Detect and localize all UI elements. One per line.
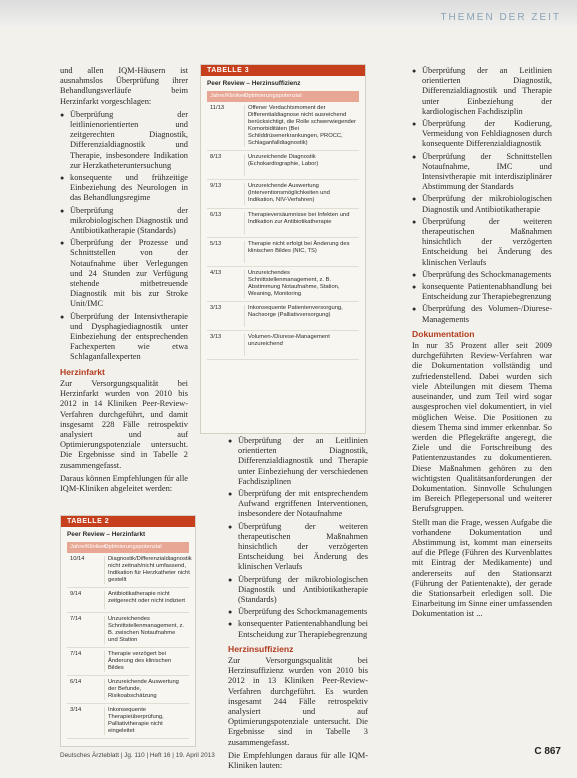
- table-row: [207, 102, 359, 151]
- list-item-text: Überprüfung des Volumen-/Diurese-Managements: [422, 304, 552, 324]
- table-cell: Offener Verdachtsmoment der Differentialdiagnose nicht ausreichend berücksichtigt, die Rolle schwerwiegender Komorbiditäten (Bei Schilddrüsenerkrankungen, PROCC, Schlaganfalldiagnostik): [244, 105, 356, 147]
- column-1: [60, 66, 188, 497]
- page-number: C 867: [534, 746, 561, 757]
- table-cell: Therapieversäumnisse bei Infekten und Indikation zur Antibiotikatherapie: [244, 212, 356, 234]
- list-item: [228, 619, 368, 639]
- table-row: [67, 704, 189, 739]
- bullet-icon: ●: [412, 283, 417, 292]
- table-row: [67, 553, 192, 588]
- table-cell: 11/13: [210, 105, 225, 111]
- table-cell: Unzureichende Auswertung (Interventionsmöglichkeiten und Indikation, NIV-Verfahren): [244, 183, 356, 205]
- table-row: [207, 302, 359, 331]
- list-item-text: Überprüfung des Schockmanagements: [238, 607, 368, 617]
- table-title: Peer Review – Herzinsuffizienz: [207, 80, 301, 87]
- table-cell: 4/13: [210, 270, 222, 276]
- bullet-icon: ●: [412, 195, 417, 204]
- list-item-text: Überprüfung der an Leitlinien orientierten Diagnostik, Differenzialdiagnostik und Therapie unter Einbeziehung der kardiologischen Fachdisziplin: [422, 66, 552, 116]
- table-cell: Therapie nicht erfolgt bei Änderung des klinischen Bildes (NIC, TS): [244, 241, 356, 263]
- list-item-text: Überprüfung der Schnittstellen Notaufnahme, IMC und Intensivtherapie mit interdisziplinärer Abstimmung der Standards: [422, 151, 552, 192]
- bullet-icon: ●: [60, 110, 65, 119]
- table-row: [67, 588, 189, 613]
- list-item: [60, 173, 188, 204]
- bullet-icon: ●: [228, 522, 233, 531]
- paragraph: Stellt man die Frage, wessen Aufgabe die vorhandene Dokumentation und Abstimmung ist, kommt man einerseits auf die Pflege (Führen des Kurvenblattes mit Eintrag der Medikamente) und andererseits auf den Stationsarzt (Führung der Patientenakte), der gerade die Stationsarbeit erledigen soll. Die Einarbeitung im Sinne einer umfassenden Dokumentation ist ...: [412, 517, 553, 619]
- column-3-bullet-list: [412, 66, 552, 325]
- column-header: Jahre/Kliniken: [210, 93, 247, 99]
- bullet-icon: ●: [228, 575, 233, 584]
- table-cell: 3/13: [210, 305, 222, 311]
- bullet-icon: ●: [60, 239, 65, 248]
- list-item-text: konsequente und frühzeitige Einbeziehung des Neurologen in das Behandlungsregime: [70, 173, 188, 203]
- list-item-text: Überprüfung der mikrobiologischen Diagnostik und Antibiotikatherapie: [422, 194, 552, 214]
- page-footer: Deutsches Ärzteblatt | Jg. 110 | Heft 16 | 19. April 2013: [60, 752, 215, 759]
- table-row: [67, 648, 189, 676]
- column-1-intro: und allen IQM-Häusern ist ausnahmslos Überprüfung ihrer Behandlungsverläufe beim Herzinfarkt vorgeschlagen:: [60, 66, 188, 106]
- list-item: [60, 110, 188, 171]
- list-item-text: Überprüfung der an Leitlinien orientierten Diagnostik, Differenzialdiagnostik und Therapie unter Einbeziehung der verschiedenen Fachdisziplinen: [238, 436, 368, 486]
- table-cell: Volumen-/Diurese-Management unzureichend: [244, 334, 356, 356]
- bullet-icon: ●: [228, 608, 233, 617]
- list-item-text: Überprüfung der weiteren therapeutischen Maßnahmen hinsichtlich der verzögerten Entscheidung bei Änderung des klinischen Verlaufs: [238, 521, 368, 572]
- bullet-icon: ●: [412, 270, 417, 279]
- table-label: TABELLE 3: [201, 65, 365, 76]
- list-item: [412, 270, 552, 280]
- list-item: [60, 206, 188, 237]
- section-heading-dokumentation: Dokumentation: [412, 328, 475, 339]
- column-header: Optimierungspotenzial: [104, 544, 162, 550]
- column-header: Optimierungspotenzial: [244, 93, 302, 99]
- table-row: [67, 676, 189, 704]
- list-item: [228, 522, 368, 573]
- table-cell: 10/14: [70, 556, 85, 562]
- section-heading-herzinsuffizienz: Herzinsuffizienz: [228, 643, 294, 654]
- list-item: [412, 152, 552, 193]
- table-row: [207, 151, 359, 180]
- table-cell: Unzureichende Diagnostik (Echokardiographie, Labor): [244, 154, 356, 176]
- list-item: [412, 66, 552, 117]
- list-item-text: konsequenter Patientenabhandlung bei Entscheidung zur Therapiebegrenzung: [238, 619, 368, 639]
- bullet-icon: ●: [412, 120, 417, 129]
- table-label: TABELLE 2: [61, 516, 195, 527]
- table-cell: Unzureichende Auswertung der Befunde, Risikoabschätzung: [104, 679, 186, 700]
- list-item-text: Überprüfung der leitlinienorientierten und zeitgerechten Diagnostik, Differenzialdiagnostik und Therapie, insbesondere Indikation zur Herzkatheteruntersuchung: [70, 109, 188, 170]
- table-cell: Inkonsequente Patientenversorgung, Nachsorge (Palliativversorgung): [244, 305, 356, 327]
- table-herzinfarkt: [60, 515, 196, 747]
- table-row: [207, 331, 359, 360]
- column-2: [228, 436, 368, 774]
- list-item: [60, 312, 188, 363]
- list-item: [412, 119, 552, 150]
- list-item-text: konsequente Patientenabhandlung bei Entscheidung zur Therapiebegrenzung: [422, 282, 552, 302]
- list-item-text: Überprüfung der Intensivtherapie und Dysphagiediagnostik unter Einbeziehung der entsprechenden Fachexperten wie etwa Schlaganfallexperten: [70, 311, 188, 362]
- list-item: [412, 194, 552, 214]
- list-item: [412, 282, 552, 302]
- bullet-icon: ●: [228, 437, 233, 445]
- table-cell: 7/14: [70, 616, 82, 622]
- table-header-row: [67, 542, 189, 553]
- table-row: [67, 613, 189, 648]
- table-herzinsuffizienz: [200, 64, 366, 434]
- column-1-bullet-list: [60, 110, 188, 363]
- table-row: [207, 180, 359, 209]
- paragraph: Zur Versorgungsqualität bei Herzinfarkt wurden von 2010 bis 2012 in 14 Kliniken Peer-Review-Verfahren durchgeführt, und damit insgesamt 228 Fälle retrospektiv analysiert und auf Optimierungspotenziale untersucht. Die Ergebnisse sind in Tabelle 2 zusammengefasst.: [60, 378, 188, 470]
- list-item-text: Überprüfung der Prozesse und Schnittstellen von der Notaufnahme über Verlegungen und 24 Stunden zur Verfügung stehende mitbetreuende Diagnostik mit bis zur Stroke Unit/IMC: [70, 238, 188, 309]
- section-header-title: THEMEN DER ZEIT: [440, 12, 561, 23]
- table-row: [207, 209, 359, 238]
- list-item-text: Überprüfung der mikrobiologischen Diagnostik und Antibiotikatherapie (Standards): [238, 574, 368, 605]
- bullet-icon: ●: [412, 67, 417, 75]
- list-item: [60, 238, 188, 309]
- bullet-icon: ●: [60, 312, 65, 321]
- bullet-icon: ●: [228, 620, 233, 629]
- list-item: [412, 217, 552, 268]
- paragraph: In nur 35 Prozent aller seit 2009 durchgeführten Review-Verfahren war die Dokumentation vollständig und zufriedenstellend. Dabei wurden sich viele Abteilungen mit diesem Thema auseinander, und zum Teil wird sogar ausgesprochen viel dokumentiert, in viel möglichen Weise. Die Positionen zu diesem Thema sind immer erkennbar. So werden die Pflegekräfte angeregt, die Ziele und die Fortschreibung des Patientenzustandes zu dokumentieren. Diese Maßnahmen gehören zu den wichtigsten Qualitätsanforderungen der Dokumentation. Sinnvolle Schulungen im Bereich Pflegepersonal und weiterer Berufsgruppen.: [412, 341, 552, 514]
- section-heading-herzinfarkt: Herzinfarkt: [60, 366, 105, 377]
- list-item-text: Überprüfung der weiteren therapeutischen Maßnahmen hinsichtlich der verzögerten Entscheidung bei Änderung des klinischen Verlaufs: [422, 216, 552, 267]
- list-item-text: Überprüfung des Schockmanagements: [422, 269, 552, 279]
- list-item: [412, 304, 552, 324]
- table-cell: 5/13: [210, 241, 222, 247]
- table-cell: 6/14: [70, 679, 82, 685]
- paragraph: Daraus können Empfehlungen für alle IQM-Kliniken abgeleitet werden:: [60, 473, 188, 493]
- bullet-icon: ●: [60, 206, 65, 215]
- bullet-icon: ●: [60, 174, 65, 183]
- table-cell: 8/13: [210, 154, 222, 160]
- list-item: [228, 607, 368, 617]
- table-cell: 7/14: [70, 651, 82, 657]
- table-cell: Unzureichendes Schnittstellenmanagement, z. B. zwischen Notaufnahme und Station: [104, 616, 186, 644]
- list-item-text: Überprüfung der Kodierung, Vermeidung von Fehldiagnosen durch konsequente Differenzialdiagnostik: [422, 119, 552, 149]
- table-cell: Therapie verzögert bei Änderung des klinischen Bildes: [104, 651, 186, 672]
- list-item-text: Überprüfung der mit entsprechendem Aufwand ergriffenen Interventionen, insbesondere der Notaufnahme: [238, 489, 368, 519]
- bullet-icon: ●: [412, 152, 417, 161]
- column-3: [412, 66, 552, 623]
- table-row: [207, 238, 359, 267]
- bullet-icon: ●: [412, 305, 417, 314]
- table-row: [207, 267, 359, 302]
- table-cell: Diagnostik/Differenzialdiagnostik nicht zeitnah/nicht umfassend, Indikation für Herzkatheter nicht gestellt: [104, 556, 192, 584]
- table-title: Peer Review – Herzinfarkt: [67, 531, 146, 538]
- list-item: [228, 489, 368, 520]
- table-cell: 3/13: [210, 334, 222, 340]
- table-header-row: [207, 91, 359, 102]
- list-item: [228, 436, 368, 487]
- paragraph: Die Empfehlungen daraus für alle IQM-Kliniken lauten:: [228, 750, 368, 771]
- table-cell: 9/14: [70, 591, 82, 597]
- header-band: [0, 0, 577, 26]
- table-cell: Unzureichendes Schnittstellenmanagement, z. B. Abstimmung Notaufnahme, Station, Weaning, Monitoring: [244, 270, 356, 298]
- table-cell: 6/13: [210, 212, 222, 218]
- table-cell: 3/14: [70, 707, 82, 713]
- list-item-text: Überprüfung der mikrobiologischen Diagnostik und Antibiotikatherapie (Standards): [70, 205, 188, 236]
- table-cell: Inkonsequente Therapieüberprüfung, Palliativtherapie nicht eingeleitet: [104, 707, 186, 735]
- paragraph: Zur Versorgungsqualität bei Herzinsuffizienz wurden von 2010 bis 2012 in 13 Kliniken Peer-Review-Verfahren durchgeführt. Es wurden insgesamt 244 Fälle retrospektiv analysiert und auf Optimierungspotenziale untersucht. Die Ergebnisse sind in Tabelle 3 zusammengefasst.: [228, 656, 368, 747]
- table-cell: 9/13: [210, 183, 222, 189]
- list-item: [228, 575, 368, 606]
- bullet-icon: ●: [412, 217, 417, 226]
- table-cell: Antibiotikatherapie nicht zeitgerecht oder nicht indiziert: [104, 591, 186, 609]
- column-header: Jahre/Kliniken: [70, 544, 107, 550]
- column-2-bullet-list: [228, 436, 368, 640]
- bullet-icon: ●: [228, 490, 233, 499]
